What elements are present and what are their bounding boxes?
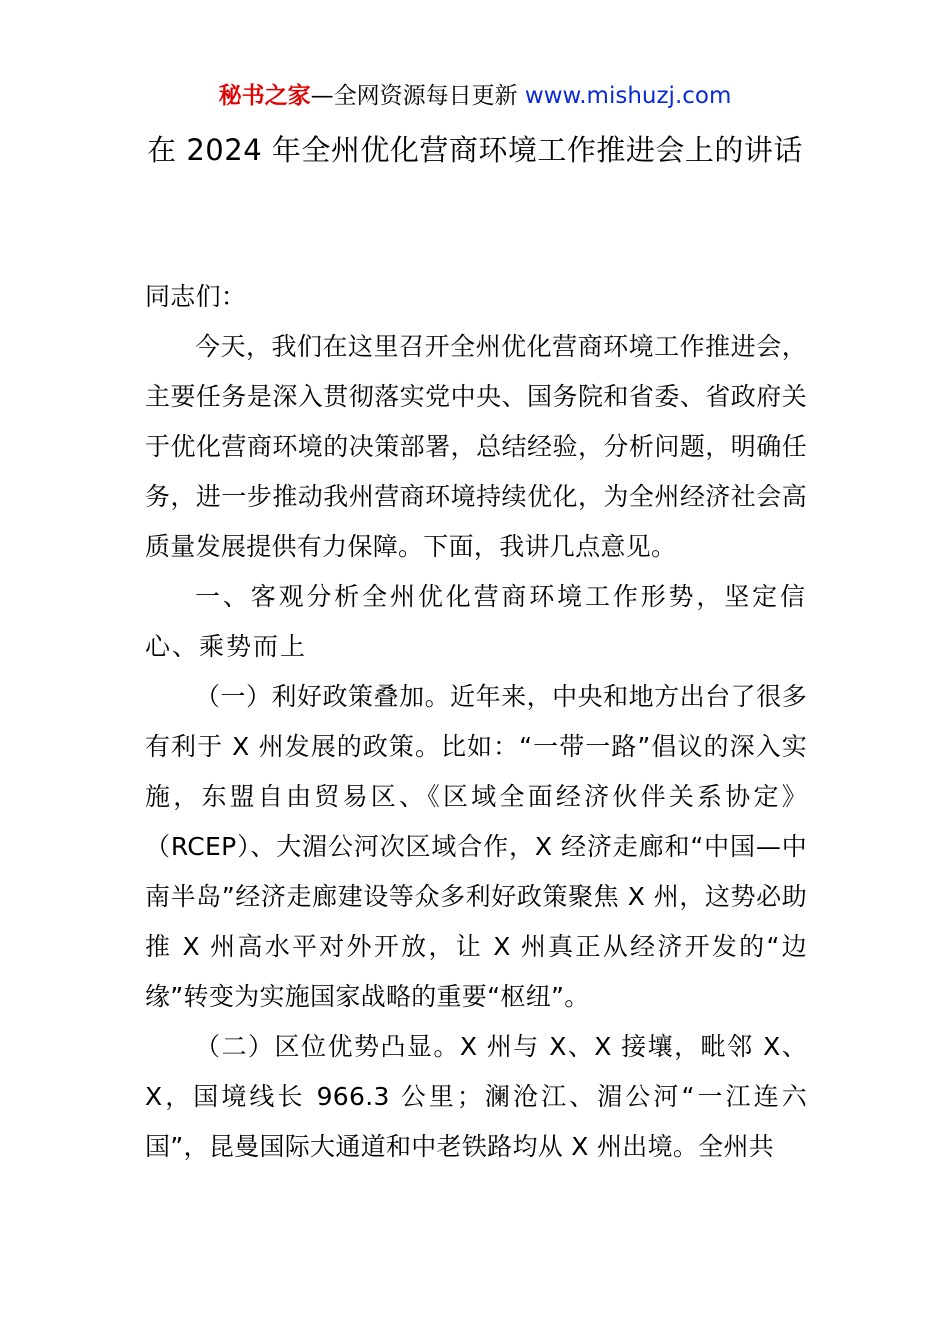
paragraph-intro: 今天，我们在这里召开全州优化营商环境工作推进会，主要任务是深入贯彻落实党中央、国务院和省委、省政府关于优化营商环境的决策部署，总结经验，分析问题，明确任务，进一步推动我州营商环境持续优化，为全州经济社会高质量发展提供有力保障。下面，我讲几点意见。 [145,332,807,561]
site-brand: 秘书之家 [218,83,311,109]
salutation: 同志们： [145,282,247,311]
paragraph-policy: （一）利好政策叠加。近年来，中央和地方出台了很多有利于 X 州发展的政策。比如：“一带一路”倡议的深入实施，东盟自由贸易区、《区域全面经济伙伴关系协定》（RCEP）、大湄公河次区域合作，X 经济走廊和“中国—中南半岛”经济走廊建设等众多利好政策聚焦 X 州，这势必助推 X 州高水平对外开放，让 X 州真正从经济开发的“边缘”转变为实施国家战略的重要“枢纽”。 [145,682,807,1011]
section-heading-1: 一、客观分析全州优化营商环境工作形势，坚定信心、乘势而上 [145,582,807,661]
site-url-link[interactable]: www.mishuzj.com [524,83,732,109]
document-title: 在 2024 年全州优化营商环境工作推进会上的讲话 [147,133,803,167]
paragraph-location: （二）区位优势凸显。X 州与 X、X 接壤，毗邻 X、X，国境线长 966.3 公里；澜沧江、湄公河“一江连六国”，昆曼国际大通道和中老铁路均从 X 州出境。全州共 [145,1032,807,1161]
site-tagline: —全网资源每日更新 [310,83,525,109]
document-body [145,272,807,1172]
site-header [0,80,950,112]
